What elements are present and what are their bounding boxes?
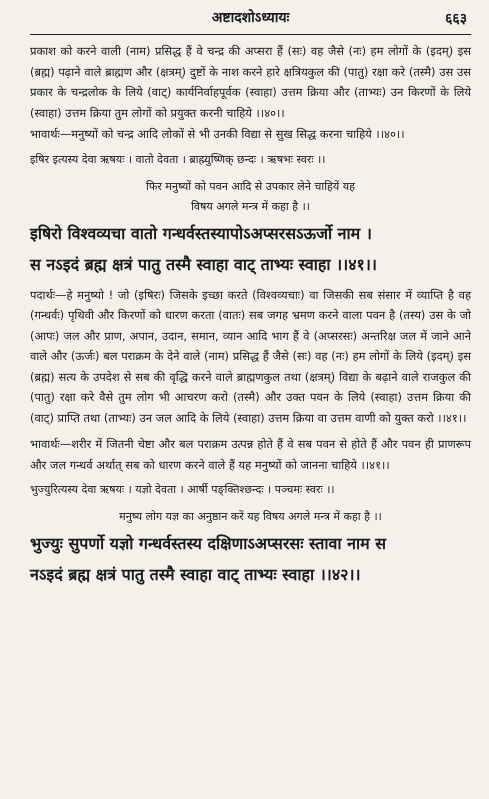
mantra-41-line1: इषिरो विश्वव्यचा वातो गन्धर्वस्तस्यापोऽअप्सरसऽऊर्जो नाम । <box>30 223 372 243</box>
bhavartha-41: भावार्थः—शरीर में जितनी चेष्टा और बल पराक्रम उत्पन्न होते हैं वे सब पवन से होते हैं और पवन ही प्राणरूप और जल गन्धर्व अर्थात् सब को धारण करने वाले हैं यह मनुष्यों को जानना चाहिये ।।४१।। <box>30 437 471 472</box>
bhavartha-40: भावार्थः—मनुष्यों को चन्द्र आदि लोकों से भी उनकी विद्या से सुख सिद्ध करना चाहिये ।।४०।। <box>30 127 405 141</box>
padartha-continuation: प्रकाश को करने वाली (नाम) प्रसिद्ध हैं वे चन्द्र की अप्सरा हैं (सः) वह जैसे (नः) हम लोगों के (इदम्) इस (ब्रह्म) पढ़ाने वाले ब्राह्मण और (क्षत्रम्) दुष्टों के नाश करने हारे क्षत्रियकुल की (पातु) रक्षा करे (तस्मै) उस उस प्रकार के चन्द्रलोक के लिये (वाट्) कार्यनिर्वाहपूर्वक (स्वाहा) उत्तम क्रिया और (ताभ्यः) उन किरणों के लिये (स्वाहा) उत्तम क्रिया तुम लोगों को प्रयुक्त करनी चाहिये ।।४०।। <box>30 44 471 120</box>
mantra-42-line1: भुज्युः सुपर्णो यज्ञो गन्धर्वस्तस्य दक्षिणाऽअप्सरसः स्तावा नाम स <box>30 534 387 553</box>
mantra-41-intro-line1: फिर मनुष्यों को पवन आदि से उपकार लेने चाहियें यह <box>145 179 355 193</box>
mantra-41-intro <box>30 177 471 217</box>
page-number: ६६३ <box>445 11 467 27</box>
chapter-title: अष्टादशोऽध्यायः <box>211 9 290 26</box>
mantra-41-line2: स नऽइदं ब्रह्म क्षत्रं पातु तस्मै स्वाहा वाट् ताभ्यः स्वाहा ।।४१।। <box>30 254 377 274</box>
mantra-42-line2: नऽइदं ब्रह्म क्षत्रं पातु तस्मै स्वाहा वाट् ताभ्यः स्वाहा ।।४२।। <box>30 565 361 584</box>
page-header <box>30 6 471 28</box>
header-rule <box>30 34 471 35</box>
mantra-41-intro-line2: विषय अगले मन्त्र में कहा है ।। <box>191 199 310 213</box>
mantra-41-metadata: इषिर इत्यस्य देवा ऋषयः । वातो देवता । ब्राह्म्युष्णिक् छन्दः । ऋषभः स्वरः ।। <box>30 152 326 166</box>
mantra-42-metadata: भुज्युरित्यस्य देवा ऋषयः । यज्ञो देवता । आर्षी पङ्क्तिश्छन्दः । पञ्चमः स्वरः ।। <box>30 483 335 496</box>
padartha-41: पदार्थः—हे मनुष्यो ! जो (इषिरः) जिसके इच्छा करते (विश्वव्यचाः) वा जिसकी सब संसार में व्याप्ति है वह (गन्धर्वः) पृथिवी और किरणों को धारण करता (वातः) सब जगह भ्रमण करने वाला पवन है (तस्य) उस के जो (आपः) जल और प्राण, अपान, उदान, समान, व्यान आदि भाग हैं वे (अप्सरसः) अन्तरिक्ष जल में जाने आने वाले और (ऊर्जः) बल पराक्रम के देने वाले (नाम) प्रसिद्ध हैं जैसे (सः) वह (नः) हम लोगों के लिये (इदम्) इस (ब्रह्म) सत्य के उपदेश से सब की वृद्धि करने वाले ब्राह्मणकुल तथा (क्षत्रम्) विद्या के बढ़ाने वाले राजकुल की (पातु) रक्षा करे वैसे तुम लोग भी आचरण करो (तस्मै) और उक्त पवन के लिये (स्वाहा) उत्तम क्रिया की (वाट्) प्राप्ति तथा (ताभ्यः) उन जल आदि के लिये (स्वाहा) उत्तम क्रिया वा उत्तम वाणी को युक्त करो ।।४१।। <box>30 287 471 425</box>
mantra-42-intro: मनुष्य लोग यज्ञ का अनुष्ठान करें यह विषय अगले मन्त्र में कहा है ।। <box>119 510 382 523</box>
